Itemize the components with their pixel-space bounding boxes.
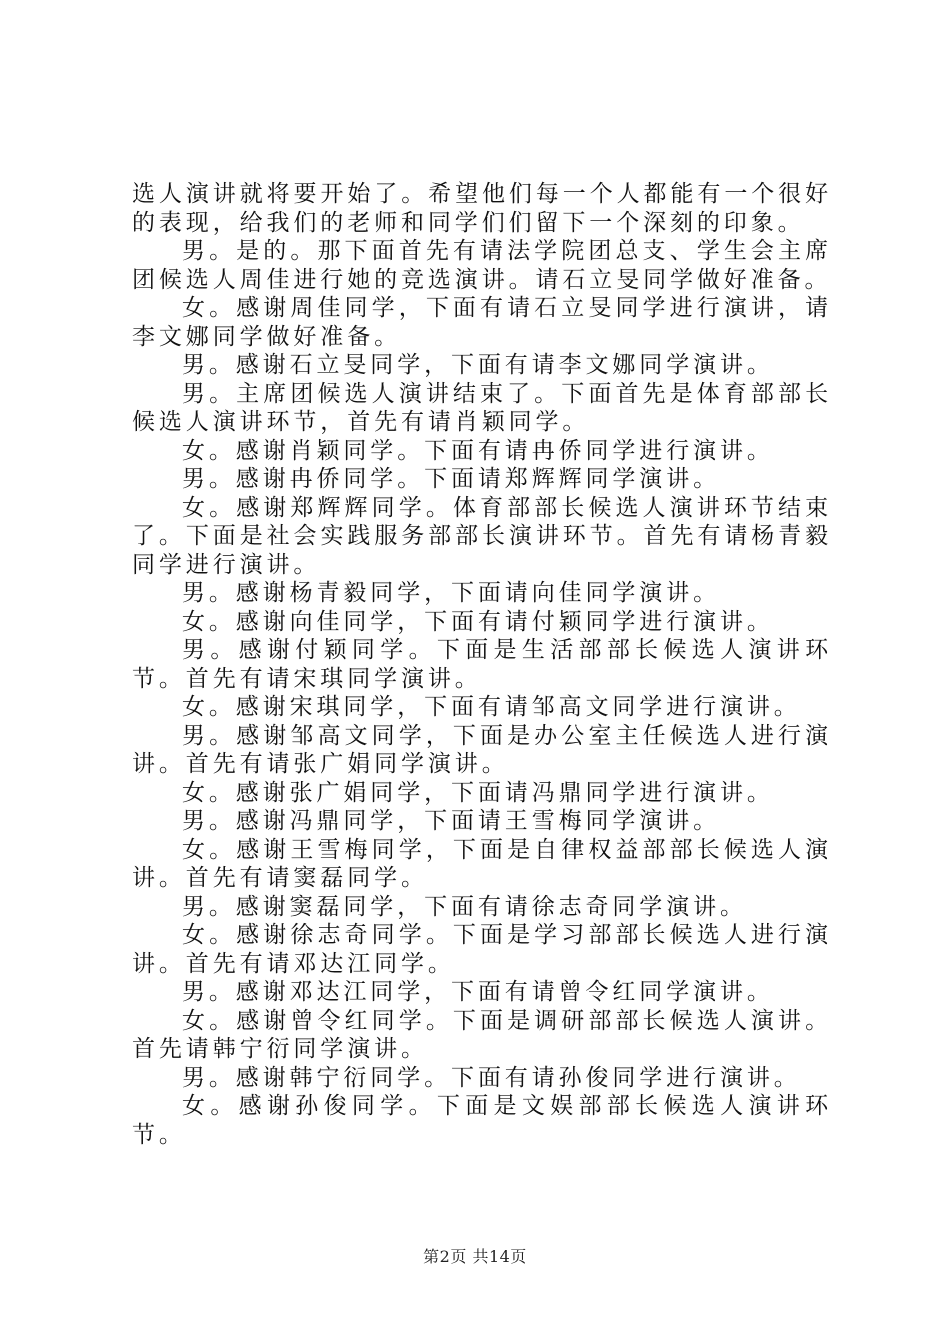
body-paragraph: 男。主席团候选人演讲结束了。下面首先是体育部部长候选人演讲环节，首先有请肖颖同学。	[132, 380, 832, 435]
body-paragraph: 男。感谢冯鼎同学，下面请王雪梅同学演讲。	[182, 808, 720, 834]
body-paragraph: 女。感谢孙俊同学。下面是文娱部部长候选人演讲环节。	[132, 1093, 832, 1148]
body-paragraph: 女。感谢徐志奇同学。下面是学习部部长候选人进行演讲。首先有请邓达江同学。	[132, 922, 832, 977]
body-paragraph: 男。感谢石立旻同学，下面有请李文娜同学演讲。	[182, 352, 774, 378]
body-paragraph: 女。感谢王雪梅同学，下面是自律权益部部长候选人演讲。首先有请窦磊同学。	[132, 836, 832, 891]
body-paragraph: 男。感谢杨青毅同学，下面请向佳同学演讲。	[182, 580, 720, 606]
body-paragraph: 女。感谢周佳同学，下面有请石立旻同学进行演讲，请李文娜同学做好准备。	[132, 295, 832, 350]
page-footer: 第2页 共14页	[423, 1247, 527, 1266]
body-paragraph: 女。感谢张广娟同学，下面请冯鼎同学进行演讲。	[182, 779, 774, 806]
body-paragraph: 女。感谢向佳同学，下面有请付颖同学进行演讲。	[182, 608, 774, 635]
body-paragraph: 女。感谢郑辉辉同学。体育部部长候选人演讲环节结束了。下面是社会实践服务部部长演讲环节。首先有请杨青毅同学进行演讲。	[132, 494, 832, 578]
body-paragraph: 男。感谢邹高文同学，下面是办公室主任候选人进行演讲。首先有请张广娟同学演讲。	[132, 722, 832, 777]
body-paragraph: 女。感谢宋琪同学，下面有请邹高文同学进行演讲。	[182, 694, 801, 720]
body-paragraph: 男。感谢付颖同学。下面是生活部部长候选人演讲环节。首先有请宋琪同学演讲。	[132, 637, 832, 692]
body-paragraph: 女。感谢曾令红同学。下面是调研部部长候选人演讲。首先请韩宁衍同学演讲。	[132, 1007, 832, 1062]
body-paragraph: 男。感谢邓达江同学，下面有请曾令红同学演讲。	[182, 979, 774, 1005]
body-paragraph: 女。感谢肖颖同学。下面有请冉侨同学进行演讲。	[182, 437, 774, 464]
body-paragraph: 男。感谢冉侨同学。下面请郑辉辉同学演讲。	[182, 466, 720, 492]
document-body	[132, 180, 832, 1149]
body-paragraph: 男。是的。那下面首先有请法学院团总支、学生会主席团候选人周佳进行她的竞选演讲。请石立旻同学做好准备。	[132, 238, 832, 293]
body-paragraph: 男。感谢韩宁衍同学。下面有请孙俊同学进行演讲。	[182, 1064, 801, 1091]
body-paragraph: 男。感谢窦磊同学，下面有请徐志奇同学演讲。	[182, 893, 747, 920]
body-paragraph: 选人演讲就将要开始了。希望他们每一个人都能有一个很好的表现，给我们的老师和同学们们留下一个深刻的印象。	[132, 181, 832, 236]
